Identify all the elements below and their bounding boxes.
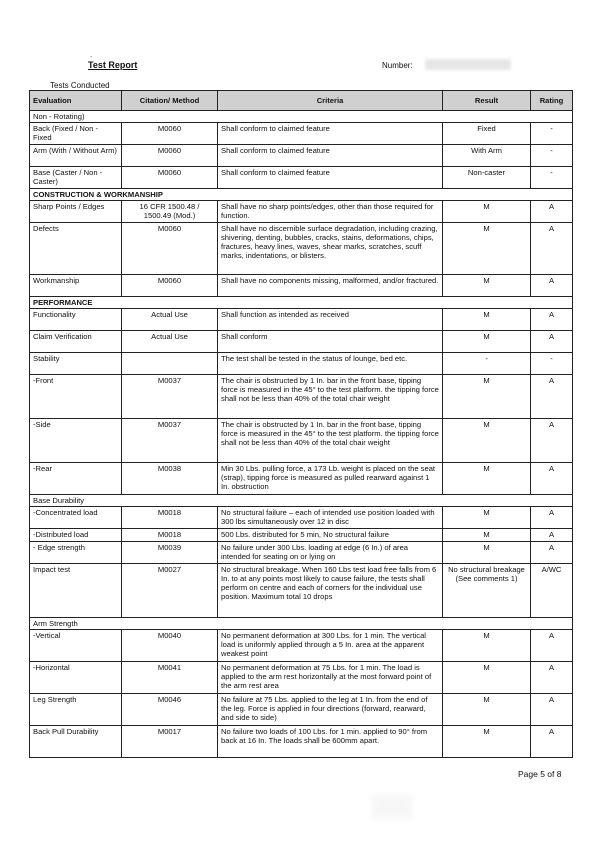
cell-evaluation: Defects (30, 223, 122, 275)
tests-table (29, 90, 573, 758)
header-evaluation: Evaluation (30, 91, 122, 111)
cell-citation-method (122, 353, 218, 375)
cell-criteria: Shall conform to claimed feature (218, 145, 443, 167)
cell-evaluation: -Distributed load (30, 529, 122, 542)
table-row (30, 662, 573, 694)
table-row (30, 564, 573, 618)
cell-criteria: Shall have no discernible surface degradation, including crazing, shivering, denting, bubbles, cracks, stains, deformations, chips, fractures, heavy lines, waves, shear marks, scratches, scuff marks, indentations, or blisters. (218, 223, 443, 275)
cell-evaluation: Arm (With / Without Arm) (30, 145, 122, 167)
cell-citation-method: 16 CFR 1500.48 / 1500.49 (Mod.) (122, 201, 218, 223)
table-row (30, 542, 573, 564)
cell-result: M (443, 309, 531, 331)
cell-criteria: No structural failure – each of intended use position loaded with 300 lbs simultaneously over 12 in disc (218, 507, 443, 529)
table-row (30, 201, 573, 223)
section-row (30, 111, 573, 123)
cell-criteria: The test shall be tested in the status of lounge, bed etc. (218, 353, 443, 375)
section-label: PERFORMANCE (30, 297, 573, 309)
cell-criteria: No failure at 75 Lbs. applied to the leg at 1 In. from the end of the leg. Force is applied in four directions (forward, rearward, and side to side) (218, 694, 443, 726)
table-row (30, 726, 573, 758)
cell-result: Fixed (443, 123, 531, 145)
header-rating: Rating (531, 91, 573, 111)
cell-citation-method: Actual Use (122, 309, 218, 331)
cell-result: M (443, 223, 531, 275)
cell-rating: A (531, 529, 573, 542)
report-number-label: Number: (382, 61, 413, 70)
table-row (30, 694, 573, 726)
cell-result: M (443, 529, 531, 542)
cell-citation-method: M0041 (122, 662, 218, 694)
cell-evaluation: Workmanship (30, 275, 122, 297)
cell-evaluation: Leg Strength (30, 694, 122, 726)
cell-criteria: No permanent deformation at 75 Lbs. for 1 min. The load is applied to the arm rest horizontally at the most forward point of the arm rest area (218, 662, 443, 694)
cell-evaluation: Stability (30, 353, 122, 375)
cell-rating: - (531, 145, 573, 167)
table-row (30, 463, 573, 495)
cell-result: M (443, 201, 531, 223)
table-row (30, 529, 573, 542)
section-row (30, 189, 573, 201)
cell-evaluation: Base (Caster / Non - Caster) (30, 167, 122, 189)
cell-result: M (443, 630, 531, 662)
section-row (30, 495, 573, 507)
section-label: Arm Strength (30, 618, 573, 630)
cell-rating: A (531, 331, 573, 353)
section-label: Base Durability (30, 495, 573, 507)
cell-result: M (443, 463, 531, 495)
cell-result: M (443, 726, 531, 758)
header-dot: . (90, 50, 93, 59)
cell-result: M (443, 331, 531, 353)
cell-rating: - (531, 353, 573, 375)
cell-result: M (443, 275, 531, 297)
cell-citation-method: M0060 (122, 275, 218, 297)
header-result: Result (443, 91, 531, 111)
section-row (30, 297, 573, 309)
cell-criteria: The chair is obstructed by 1 In. bar in the front base, tipping force is measured in the 45° to the test platform. the tipping force shall not be less than 40% of the total chair weight (218, 375, 443, 419)
section-label: Non - Rotating) (30, 111, 573, 123)
watermark-smudge (372, 795, 412, 819)
report-title: Test Report (88, 60, 138, 70)
cell-criteria: Shall conform to claimed feature (218, 123, 443, 145)
header-citation-method: Citation/ Method (122, 91, 218, 111)
cell-citation-method: Actual Use (122, 331, 218, 353)
cell-citation-method: M0046 (122, 694, 218, 726)
table-row (30, 353, 573, 375)
cell-evaluation: -Side (30, 419, 122, 463)
cell-citation-method: M0037 (122, 375, 218, 419)
cell-rating: A (531, 223, 573, 275)
cell-evaluation: Back (Fixed / Non - Fixed (30, 123, 122, 145)
table-row (30, 331, 573, 353)
cell-criteria: Min 30 Lbs. pulling force, a 173 Lb. weight is placed on the seat (strap), tipping force is measured as pulled rearward against 1 In. obstruction (218, 463, 443, 495)
cell-rating: A (531, 542, 573, 564)
cell-evaluation: - Edge strength (30, 542, 122, 564)
cell-evaluation: Claim Verification (30, 331, 122, 353)
cell-rating: - (531, 123, 573, 145)
cell-rating: - (531, 167, 573, 189)
cell-criteria: 500 Lbs. distributed for 5 min, No structural failure (218, 529, 443, 542)
tests-conducted-label: Tests Conducted (50, 81, 110, 90)
table-row (30, 309, 573, 331)
cell-rating: A (531, 309, 573, 331)
cell-citation-method: M0018 (122, 529, 218, 542)
header-criteria: Criteria (218, 91, 443, 111)
cell-citation-method: M0060 (122, 223, 218, 275)
cell-criteria: No permanent deformation at 300 Lbs. for 1 min. The vertical load is uniformly applied through a 5 In. area at the apparent weakest point (218, 630, 443, 662)
cell-rating: A (531, 375, 573, 419)
cell-evaluation: -Concentrated load (30, 507, 122, 529)
cell-citation-method: M0060 (122, 145, 218, 167)
cell-rating: A (531, 275, 573, 297)
report-number-redacted (425, 59, 511, 70)
table-row (30, 167, 573, 189)
cell-evaluation: Sharp Points / Edges (30, 201, 122, 223)
cell-criteria: Shall function as intended as received (218, 309, 443, 331)
cell-citation-method: M0018 (122, 507, 218, 529)
cell-rating: A (531, 507, 573, 529)
cell-rating: A/WC (531, 564, 573, 618)
table-row (30, 275, 573, 297)
cell-criteria: The chair is obstructed by 1 In. bar in the front base, tipping force is measured in the 45° to the test platform. the tipping force shall not be less than 40% of the total chair weight (218, 419, 443, 463)
cell-result: M (443, 694, 531, 726)
cell-rating: A (531, 694, 573, 726)
cell-citation-method: M0040 (122, 630, 218, 662)
table-header-row (30, 91, 573, 111)
cell-evaluation: -Vertical (30, 630, 122, 662)
cell-evaluation: -Rear (30, 463, 122, 495)
cell-evaluation: Impact test (30, 564, 122, 618)
cell-citation-method: M0027 (122, 564, 218, 618)
cell-rating: A (531, 419, 573, 463)
cell-rating: A (531, 726, 573, 758)
section-label: CONSTRUCTION & WORKMANSHIP (30, 189, 573, 201)
cell-rating: A (531, 201, 573, 223)
cell-result: - (443, 353, 531, 375)
cell-rating: A (531, 662, 573, 694)
cell-criteria: No structural breakage. When 160 Lbs test load free falls from 6 In. to at any points most likely to cause failure, the tests shall perform on centre and each of corners for the individual use position. Maximum total 10 drops (218, 564, 443, 618)
cell-citation-method: M0037 (122, 419, 218, 463)
cell-result: M (443, 419, 531, 463)
cell-criteria: Shall conform (218, 331, 443, 353)
cell-evaluation: -Horizontal (30, 662, 122, 694)
cell-criteria: Shall have no components missing, malformed, and/or fractured. (218, 275, 443, 297)
cell-result: M (443, 507, 531, 529)
cell-evaluation: Back Pull Durability (30, 726, 122, 758)
cell-evaluation: Functionality (30, 309, 122, 331)
cell-criteria: Shall conform to claimed feature (218, 167, 443, 189)
table-row (30, 630, 573, 662)
table-row (30, 145, 573, 167)
table-row (30, 223, 573, 275)
cell-result: Non-caster (443, 167, 531, 189)
cell-criteria: No failure two loads of 100 Lbs. for 1 min. applied to 90° from back at 16 In. The loads shall be 600mm apart. (218, 726, 443, 758)
cell-result: No structural breakage (See comments 1) (443, 564, 531, 618)
cell-evaluation: -Front (30, 375, 122, 419)
section-row (30, 618, 573, 630)
cell-criteria: No failure under 300 Lbs. loading at edge (6 In.) of area intended for seating on or lying on (218, 542, 443, 564)
cell-criteria: Shall have no sharp points/edges, other than those required for function. (218, 201, 443, 223)
table-row (30, 507, 573, 529)
cell-rating: A (531, 463, 573, 495)
table-row (30, 123, 573, 145)
cell-result: With Arm (443, 145, 531, 167)
cell-rating: A (531, 630, 573, 662)
cell-citation-method: M0060 (122, 167, 218, 189)
cell-citation-method: M0017 (122, 726, 218, 758)
cell-result: M (443, 542, 531, 564)
cell-result: M (443, 375, 531, 419)
cell-citation-method: M0039 (122, 542, 218, 564)
cell-result: M (443, 662, 531, 694)
table-row (30, 419, 573, 463)
table-row (30, 375, 573, 419)
cell-citation-method: M0038 (122, 463, 218, 495)
page-number: Page 5 of 8 (518, 769, 562, 779)
cell-citation-method: M0060 (122, 123, 218, 145)
